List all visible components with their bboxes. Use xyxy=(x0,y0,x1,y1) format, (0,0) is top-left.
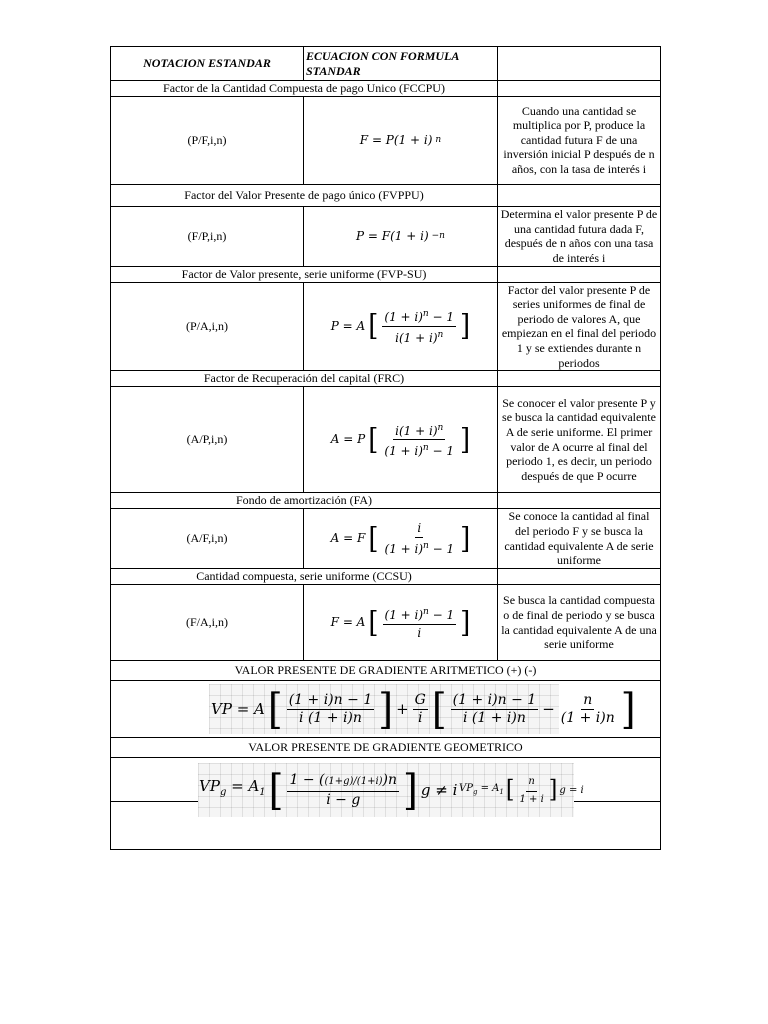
section-title: Cantidad compuesta, serie uniforme (CCSU) xyxy=(111,569,498,585)
section-title: Factor de Valor presente, serie uniforme (FVP-SU) xyxy=(111,266,498,282)
formula-cell xyxy=(304,282,498,371)
header-equation: ECUACION CON FORMULA STANDAR xyxy=(304,47,498,81)
section-row xyxy=(111,661,661,681)
formula-cell xyxy=(304,206,498,266)
section-row xyxy=(111,493,661,509)
formula: A = F [ $\frac{i}{(1 + i)^n - 1}$ ] xyxy=(330,521,471,556)
section-row xyxy=(111,738,661,758)
arith-gradient-formula: VP = A [ $\frac{(1 + i)n - 1}{i (1 + i)n}$ ] + $\frac{G}{i}$ [ $\frac{(1 + i)n - 1}{i (1 + i)n}$ − $\frac{n}{(1 + i)n}$ ] xyxy=(211,684,636,734)
geom-gradient-formula-1: $VP_g = A_1$ [ $\frac{1 - ((1+g)/(1+i))n}{i - g}$ ] g ≠ i xyxy=(199,765,458,815)
formula-image-row xyxy=(111,758,661,850)
header-row xyxy=(111,47,661,81)
notation-cell: (A/P,i,n) xyxy=(111,387,304,493)
header-notation: NOTACION ESTANDAR xyxy=(111,47,304,81)
notation-cell: (A/F,i,n) xyxy=(111,509,304,569)
table-row xyxy=(111,585,661,661)
section-title: Fondo de amortización (FA) xyxy=(111,493,498,509)
formula-image-row xyxy=(111,681,661,738)
formula: P = F(1 + i) −n xyxy=(356,228,445,243)
formula-cell xyxy=(304,387,498,493)
geom-gradient-formula-2: $VP_g = A_1$ [ $\frac{n}{1 + i}$ ] g = i xyxy=(459,776,584,805)
description-cell: Factor del valor presente P de series uniformes de final de periodo de valores A, que empiezan en el final del periodo 1 y se extiendes durante n periodos xyxy=(498,282,661,371)
notation-cell: (P/A,i,n) xyxy=(111,282,304,371)
geom-gradient-title: VALOR PRESENTE DE GRADIENTE GEOMETRICO xyxy=(111,738,661,758)
formula-cell xyxy=(304,585,498,661)
table-row xyxy=(111,282,661,371)
section-row xyxy=(111,266,661,282)
section-row xyxy=(111,569,661,585)
geom-formula-cell xyxy=(111,758,661,850)
formula-table xyxy=(110,46,661,850)
arith-formula-cell xyxy=(111,681,661,738)
table-row xyxy=(111,206,661,266)
table-row xyxy=(111,96,661,184)
table-row xyxy=(111,509,661,569)
formula-cell xyxy=(304,509,498,569)
formula: A = P [ $\frac{i(1 + i)^n}{(1 + i)^n - 1}$ ] xyxy=(330,422,471,459)
notation-cell: (F/P,i,n) xyxy=(111,206,304,266)
description-cell: Se busca la cantidad compuesta o de final de periodo y se busca la cantidad equivalente A de una serie uniforme xyxy=(498,585,661,661)
formula: F = P(1 + i) n xyxy=(359,132,442,147)
notation-cell: (F/A,i,n) xyxy=(111,585,304,661)
section-title: Factor del Valor Presente de pago único (FVPPU) xyxy=(111,184,498,206)
description-cell: Cuando una cantidad se multiplica por P, produce la cantidad futura F de una inversión inicial P después de n años, con la tasa de interés i xyxy=(498,96,661,184)
section-row xyxy=(111,371,661,387)
table-row xyxy=(111,387,661,493)
formula-cell xyxy=(304,96,498,184)
formula: F = A [ $\frac{(1 + i)^n - 1}{i}$ ] xyxy=(330,606,471,640)
section-row xyxy=(111,184,661,206)
arith-gradient-title: VALOR PRESENTE DE GRADIENTE ARITMETICO (+) (-) xyxy=(111,661,661,681)
formula: P = A [ $\frac{(1 + i)^n - 1}{i(1 + i)^n}$ ] xyxy=(330,309,471,345)
description-cell: Se conoce la cantidad al final del periodo F y se busca la cantidad equivalente A de serie uniforme xyxy=(498,509,661,569)
section-title: Factor de Recuperación del capital (FRC) xyxy=(111,371,498,387)
description-cell: Determina el valor presente P de una cantidad futura dada F, después de n años con una tasa de interés i xyxy=(498,206,661,266)
notation-cell: (P/F,i,n) xyxy=(111,96,304,184)
header-description xyxy=(498,47,661,81)
description-cell: Se conocer el valor presente P y se busca la cantidad equivalente A de serie uniforme. El primer valor de A ocurre al final del periodo 1, es decir, un periodo después de que P ocurre xyxy=(498,387,661,493)
section-row xyxy=(111,81,661,97)
section-title: Factor de la Cantidad Compuesta de pago Unico (FCCPU) xyxy=(111,81,498,97)
